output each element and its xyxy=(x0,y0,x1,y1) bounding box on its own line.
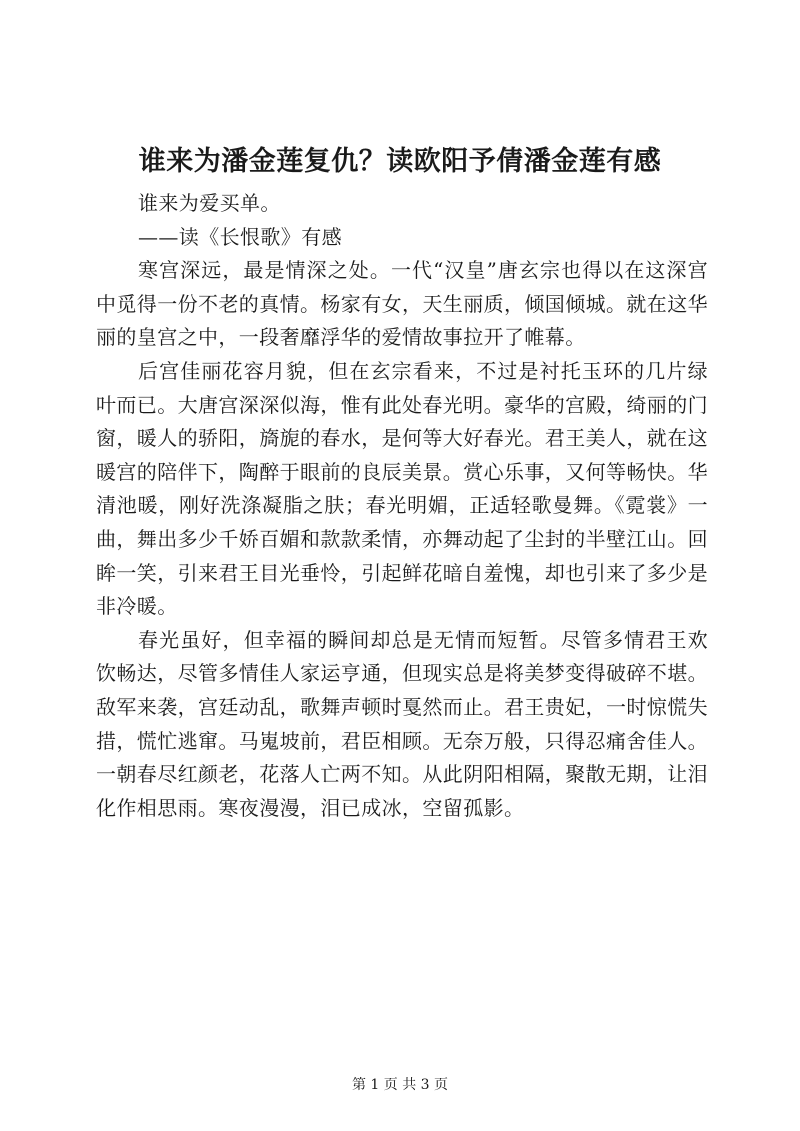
paragraph-subtitle: 谁来为爱买单。 xyxy=(138,191,281,215)
page-footer: 第 1 页 共 3 页 xyxy=(351,1077,449,1093)
paragraph: 后宫佳丽花容月貌，但在玄宗看来，不过是衬托玉环的几片绿叶而已。大唐宫深深似海，惟有此处春光明。豪华的宫殿，绮丽的门窗，暖人的骄阳，旖旎的春水，是何等大好春光。君王美人，就在这暖宫的陪伴下，陶醉于眼前的良辰美景。赏心乐事，又何等畅快。华清池暖，刚好洗涤凝脂之肤；春光明媚，正适轻歌曼舞。《霓裳》一曲，舞出多少千娇百媚和款款柔情，亦舞动起了尘封的半壁江山。回眸一笑，引来君王目光垂怜，引起鲜花暗自羞愧，却也引来了多少是非冷暖。 xyxy=(96,358,708,619)
paragraph: 春光虽好，但幸福的瞬间却总是无情而短暂。尽管多情君王欢饮畅达，尽管多情佳人家运亨通，但现实总是将美梦变得破碎不堪。敌军来袭，宫廷动乱，歌舞声顿时戛然而止。君王贵妃，一时惊慌失措，慌忙逃窜。马嵬坡前，君臣相顾。无奈万般，只得忍痛舍佳人。一朝春尽红颜老，花落人亡两不知。从此阴阳相隔，聚散无期，让泪化作相思雨。寒夜漫漫，泪已成冰，空留孤影。 xyxy=(96,627,708,820)
paragraph: 寒宫深远，最是情深之处。一代“汉皇”唐玄宗也得以在这深宫中觅得一份不老的真情。杨家有女，天生丽质，倾国倾城。就在这华丽的皇宫之中，一段奢靡浮华的爱情故事拉开了帷幕。 xyxy=(96,258,708,350)
paragraph-subheading: ——读《长恨歌》有感 xyxy=(138,224,342,249)
page-title: 谁来为潘金莲复仇？读欧阳予倩潘金莲有感 xyxy=(138,146,662,177)
document-body xyxy=(96,187,708,825)
